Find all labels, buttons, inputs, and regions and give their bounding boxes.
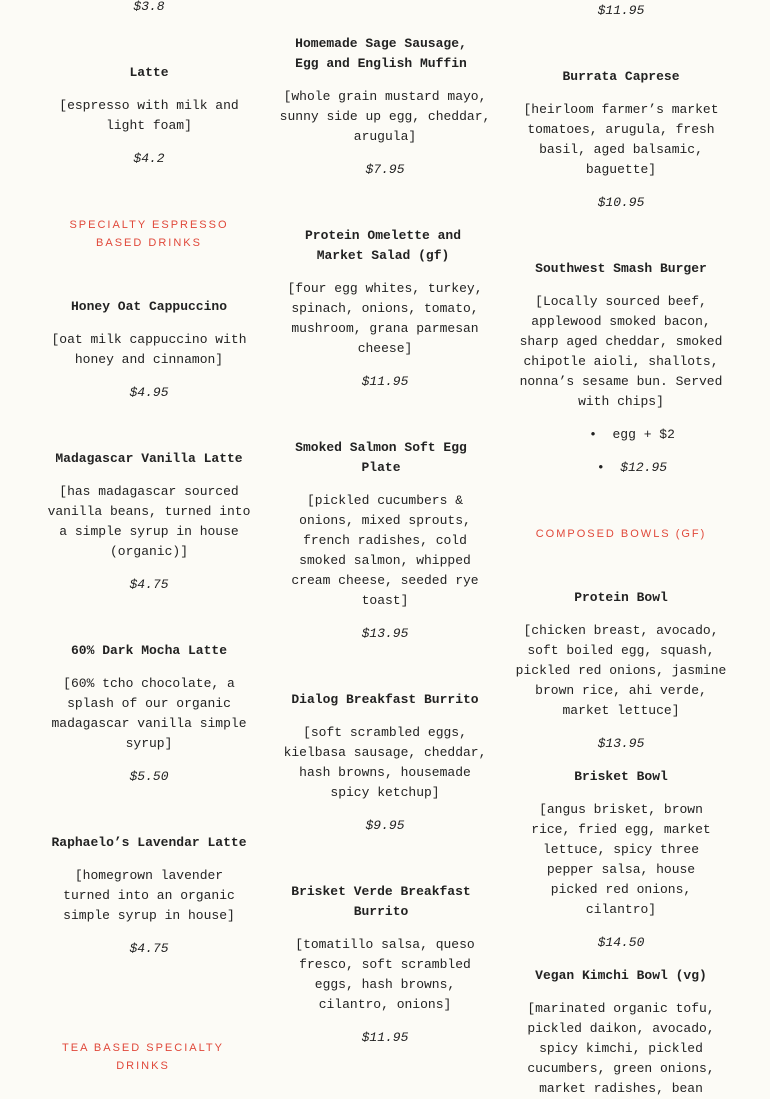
item-price: $11.95 <box>597 3 645 18</box>
menu-item-smoked-salmon-details <box>276 491 494 644</box>
section-heading-specialty-espresso: SPECIALTY ESPRESSO BASED DRINKS <box>69 219 229 249</box>
item-description: [60% tcho chocolate, a splash of our organic madagascar vanilla simple syrup] <box>51 676 247 751</box>
menu-item-madagascar-vanilla-latte <box>40 449 258 595</box>
item-price: $5.50 <box>129 769 169 784</box>
item-name: Brisket Bowl <box>574 769 668 784</box>
item-name: Burrata Caprese <box>562 69 680 84</box>
item-description: [heirloom farmer’s market tomatoes, arugula, fresh basil, aged balsamic, baguette] <box>523 102 719 177</box>
item-description: [has madagascar sourced vanilla beans, turned into a simple syrup in house (organic)] <box>47 484 251 559</box>
menu-item-protein-bowl <box>512 588 730 754</box>
item-price: $14.50 <box>597 935 645 950</box>
item-options <box>512 425 730 478</box>
item-price: $4.95 <box>129 385 169 400</box>
menu-item-breakfast-burrito <box>276 690 494 836</box>
item-name: Madagascar Vanilla Latte <box>55 451 243 466</box>
item-price: $9.95 <box>365 818 405 833</box>
menu-item-dark-mocha-latte <box>40 641 258 787</box>
section-heading-composed-bowls: COMPOSED BOWLS (GF) <box>535 528 707 540</box>
menu-item-smash-burger <box>512 259 730 478</box>
item-name: Honey Oat Cappuccino <box>70 299 228 314</box>
menu-item-brisket-verde-burrito <box>286 882 476 922</box>
item-price: $11.95 <box>361 374 409 389</box>
menu-item-smoked-salmon <box>286 438 476 478</box>
menu-item-brisket-verde-burrito-details <box>276 935 494 1048</box>
section-heading-tea-specialty: TEA BASED SPECIALTY DRINKS <box>62 1042 224 1072</box>
item-name: Dialog Breakfast Burrito <box>291 692 479 707</box>
item-description: [soft scrambled eggs, kielbasa sausage, cheddar, hash browns, housemade spicy ketchup] <box>283 725 487 800</box>
item-name: Vegan Kimchi Bowl (vg) <box>535 968 707 983</box>
item-description: [marinated organic tofu, pickled daikon, avocado, spicy kimchi, pickled cucumbers, green onions, market radishes, bean <box>527 1001 715 1096</box>
menu-item-sage-sausage <box>286 34 476 74</box>
item-name: Protein Bowl <box>574 590 668 605</box>
item-option: • egg + $2 <box>534 425 730 445</box>
item-name: 60% Dark Mocha Latte <box>70 643 228 658</box>
menu-item-vegan-kimchi-bowl <box>512 966 730 1099</box>
item-price: $13.95 <box>361 626 409 641</box>
item-description: [chicken breast, avocado, soft boiled egg, squash, pickled red onions, jasmine brown rice, ahi verde, market lettuce] <box>515 623 727 718</box>
menu-item-honey-oat-cappuccino <box>40 297 258 403</box>
item-price: $13.95 <box>597 736 645 751</box>
item-description: [espresso with milk and light foam] <box>59 98 239 133</box>
item-price: $4.2 <box>133 151 165 166</box>
item-name: Latte <box>129 65 169 80</box>
item-name: Protein Omelette and Market Salad (gf) <box>304 228 462 263</box>
item-description: [homegrown lavender turned into an organic simple syrup in house] <box>63 868 235 923</box>
menu-item-sage-sausage-details <box>276 87 494 180</box>
item-description: [oat milk cappuccino with honey and cinnamon] <box>51 332 247 367</box>
item-price: $4.75 <box>129 577 169 592</box>
item-name: Southwest Smash Burger <box>535 261 707 276</box>
menu-item-latte <box>40 63 258 169</box>
item-price: • $12.95 <box>534 458 730 478</box>
item-name: Brisket Verde Breakfast Burrito <box>291 884 471 919</box>
item-description: [tomatillo salsa, queso fresco, soft scrambled eggs, hash browns, cilantro, onions] <box>295 937 475 1012</box>
menu-item-protein-omelette-details <box>276 279 494 392</box>
menu-item-lavendar-latte <box>40 833 258 959</box>
item-description: [Locally sourced beef, applewood smoked bacon, sharp aged cheddar, smoked chipotle aioli, shallots, nonna’s sesame bun. Served with chips] <box>519 294 723 409</box>
item-price: $4.75 <box>129 941 169 956</box>
item-price: $10.95 <box>597 195 645 210</box>
item-name: Raphaelo’s Lavendar Latte <box>51 835 247 850</box>
item-name: Homemade Sage Sausage, Egg and English Muffin <box>295 36 467 71</box>
item-description: [angus brisket, brown rice, fried egg, market lettuce, spicy three pepper salsa, house picked red onions, cilantro] <box>531 802 711 917</box>
item-price: $11.95 <box>361 1030 409 1045</box>
menu-item-brisket-bowl <box>512 767 730 953</box>
item-description: [pickled cucumbers & onions, mixed sprouts, french radishes, cold smoked salmon, whipped cream cheese, seeded rye toast] <box>291 493 479 608</box>
item-name: Smoked Salmon Soft Egg Plate <box>295 440 467 475</box>
item-description: [four egg whites, turkey, spinach, onions, tomato, mushroom, grana parmesan cheese] <box>287 281 483 356</box>
item-price: $3.8 <box>133 0 165 14</box>
item-description: [whole grain mustard mayo, sunny side up egg, cheddar, arugula] <box>279 89 491 144</box>
item-price: $7.95 <box>365 162 405 177</box>
menu-item-protein-omelette <box>296 226 470 266</box>
menu-item-burrata-caprese <box>512 67 730 213</box>
